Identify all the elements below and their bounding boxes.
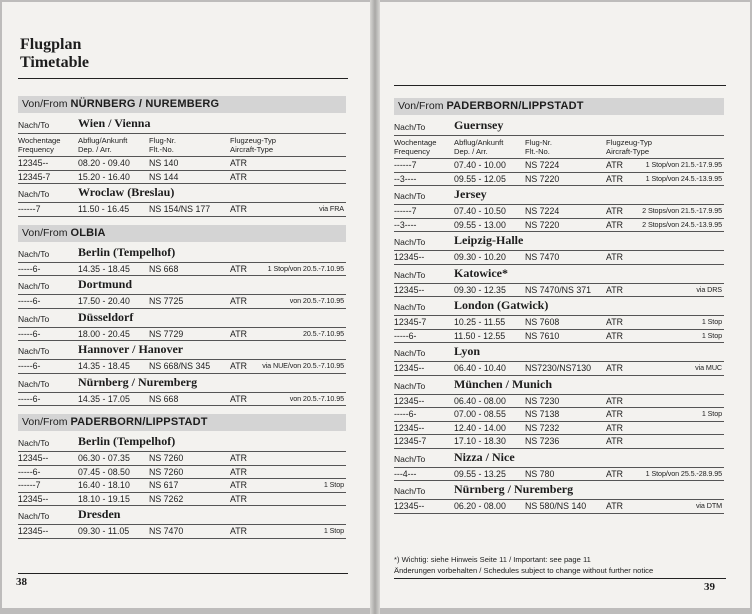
origin-prefix: Von/From: [22, 226, 71, 239]
frequency: ---4---: [394, 468, 417, 479]
nach-to-label: Nach/To: [394, 380, 426, 391]
col-header-en: Aircraft-Type: [606, 147, 650, 156]
col-header-en: Dep. / Arr.: [454, 147, 488, 156]
origin-prefix: Von/From: [22, 98, 71, 110]
left-page: [2, 2, 370, 608]
frequency: --3----: [394, 173, 417, 184]
flight-row: [394, 330, 724, 344]
frequency: 12345--: [18, 526, 49, 536]
flight-row: [18, 171, 346, 185]
right-page: [380, 2, 750, 608]
col-header-freq: [394, 138, 437, 156]
flight-number: NS 154/NS 177: [149, 204, 211, 214]
frequency: 12345--: [394, 252, 425, 262]
destination-city: London (Gatwick): [454, 298, 549, 312]
aircraft-type: ATR: [606, 501, 623, 511]
destination-header: [18, 184, 346, 203]
flight-row: [18, 525, 346, 539]
frequency: -----6-: [18, 328, 41, 339]
bottom-rule: [18, 573, 348, 574]
nach-to-label: Nach/To: [394, 453, 426, 464]
destination-header: [394, 376, 724, 395]
flight-row: [18, 328, 346, 342]
flight-row: [18, 157, 346, 171]
nach-to-label: Nach/To: [394, 237, 426, 247]
flight-note: 1 Stop: [701, 409, 722, 418]
aircraft-type: ATR: [230, 393, 247, 404]
destination-header: [18, 374, 346, 393]
destination-city: Lyon: [454, 344, 481, 358]
flight-number: NS 7260: [149, 466, 184, 477]
nach-to-label: Nach/To: [394, 269, 426, 280]
destination-city: Guernsey: [454, 118, 504, 132]
flight-note: 1 Stop: [323, 480, 344, 489]
col-header-times: [78, 136, 127, 154]
flight-number: NS 7610: [525, 330, 560, 341]
frequency: 12345-7: [394, 317, 427, 327]
flight-number: NS 7220: [525, 173, 560, 184]
dep-arr-times: 14.35 - 17.05: [78, 393, 130, 404]
destination-header: [18, 244, 346, 263]
aircraft-type: ATR: [230, 158, 247, 168]
flight-note: von 20.5.-7.10.95: [289, 296, 344, 305]
frequency: -----6-: [394, 330, 417, 341]
aircraft-type: ATR: [230, 493, 247, 504]
dep-arr-times: 11.50 - 12.55: [454, 330, 506, 341]
title-line-2: Timetable: [20, 54, 90, 71]
right-timetable: [394, 98, 724, 514]
flight-row: [394, 284, 724, 298]
destination-city: Katowice*: [454, 265, 508, 280]
dep-arr-times: 09.55 - 12.05: [454, 173, 506, 184]
flight-number: NS 7232: [525, 422, 560, 433]
aircraft-type: ATR: [230, 328, 247, 339]
aircraft-type: ATR: [230, 526, 247, 536]
frequency: 12345--: [18, 453, 49, 463]
col-header-en: Dep. / Arr.: [78, 145, 112, 154]
flight-number: NS 144: [149, 171, 179, 182]
dep-arr-times: 12.40 - 14.00: [454, 422, 506, 433]
title-rule: [18, 78, 348, 79]
frequency: 12345--: [394, 363, 425, 373]
destination-city: Dresden: [78, 507, 121, 521]
flight-row: [394, 219, 724, 233]
flight-number: NS 668: [149, 263, 179, 274]
page-number: 38: [16, 576, 27, 588]
col-header-de: Flugzeug-Typ: [606, 138, 653, 147]
flight-number: NS 7470: [525, 252, 560, 262]
dep-arr-times: 17.10 - 18.30: [454, 436, 506, 446]
footnote-important: *) Wichtig: siehe Hinweis Seite 11 / Important: see page 11: [394, 555, 591, 564]
dep-arr-times: 09.30 - 10.20: [454, 252, 506, 262]
dep-arr-times: 18.10 - 19.15: [78, 493, 130, 504]
flight-row: [18, 452, 346, 466]
aircraft-type: ATR: [606, 252, 623, 262]
destination-header: [394, 481, 724, 500]
destination-city: Nürnberg / Nuremberg: [78, 374, 198, 389]
aircraft-type: ATR: [606, 330, 623, 341]
flight-number: NS 7470/NS 371: [525, 284, 592, 295]
flight-note: 20.5.-7.10.95: [302, 328, 344, 338]
flight-number: NS 617: [149, 480, 179, 490]
aircraft-type: ATR: [230, 361, 247, 371]
col-header-de: Abflug/Ankunft: [78, 136, 128, 145]
destination-city: Hannover / Hanover: [78, 342, 184, 356]
aircraft-type: ATR: [606, 363, 623, 373]
flight-number: NS 140: [149, 158, 179, 168]
flight-note: 1 Stop: [701, 330, 722, 340]
frequency: -----6-: [18, 296, 41, 306]
frequency: -----6-: [18, 263, 41, 274]
aircraft-type: ATR: [606, 422, 623, 433]
frequency: 12345--: [18, 493, 49, 504]
flight-note: via DTM: [695, 501, 722, 510]
nach-to-label: Nach/To: [18, 120, 50, 130]
dep-arr-times: 08.20 - 09.40: [78, 158, 130, 168]
aircraft-type: ATR: [230, 480, 247, 490]
col-header-flight: [149, 136, 176, 154]
flight-row: [394, 205, 724, 219]
flight-number: NS 7729: [149, 328, 184, 339]
flight-number: NS 7224: [525, 206, 560, 216]
flight-row: [18, 203, 346, 217]
aircraft-type: ATR: [606, 206, 623, 216]
frequency: -----6-: [18, 466, 41, 477]
flight-note: via DRS: [696, 284, 722, 294]
frequency: -----6-: [18, 393, 41, 404]
dep-arr-times: 09.30 - 12.35: [454, 284, 506, 295]
dep-arr-times: 07.00 - 08.55: [454, 409, 506, 419]
aircraft-type: ATR: [606, 173, 623, 184]
title-line-1: Flugplan: [20, 36, 82, 53]
nach-to-label: Nach/To: [18, 378, 50, 389]
col-header-en: Frequency: [18, 145, 54, 154]
destination-city: Wroclaw (Breslau): [78, 185, 175, 199]
col-header-de: Abflug/Ankunft: [454, 138, 504, 147]
footnotes: [394, 554, 724, 576]
flight-row: [394, 435, 724, 449]
destination-header: [18, 506, 346, 525]
dep-arr-times: 17.50 - 20.40: [78, 296, 130, 306]
flight-number: NS 780: [525, 468, 555, 479]
flight-number: NS 7470: [149, 526, 184, 536]
frequency: 12345--: [394, 395, 425, 406]
flight-row: [18, 466, 346, 480]
book-gutter: [370, 0, 380, 614]
aircraft-type: ATR: [230, 171, 247, 182]
destination-city: Berlin (Tempelhof): [78, 434, 176, 448]
frequency: ------7: [394, 206, 417, 216]
nach-to-label: Nach/To: [18, 438, 50, 448]
nach-to-label: Nach/To: [18, 511, 50, 521]
flight-row: [18, 393, 346, 407]
origin-name: PADERBORN/LIPPSTADT: [70, 416, 208, 428]
flight-note: 2 Stops/von 21.5.-17.9.95: [642, 206, 722, 215]
dep-arr-times: 06.40 - 10.40: [454, 363, 506, 373]
flight-note: von 20.5.-7.10.95: [289, 393, 344, 403]
frequency: 12345--: [394, 501, 425, 511]
col-header-freq: [18, 136, 61, 154]
flight-number: NS 7138: [525, 409, 560, 419]
top-rule: [394, 85, 726, 86]
frequency: ------7: [18, 480, 41, 490]
flight-note: 1 Stop/von 25.5.-28.9.95: [645, 468, 722, 478]
aircraft-type: ATR: [606, 317, 623, 327]
origin-prefix: Von/From: [398, 100, 447, 112]
bottom-rule: [394, 578, 726, 579]
flight-row: [394, 173, 724, 187]
flight-number: NS 7262: [149, 493, 184, 504]
flight-number: NS 7260: [149, 453, 184, 463]
aircraft-type: ATR: [230, 263, 247, 274]
flight-row: [18, 493, 346, 507]
col-header-flight: [525, 138, 552, 156]
dep-arr-times: 16.40 - 18.10: [78, 480, 130, 490]
frequency: -----6-: [394, 409, 417, 419]
flight-row: [18, 479, 346, 493]
destination-header: [394, 343, 724, 362]
flight-row: [394, 251, 724, 265]
flight-number: NS 7725: [149, 296, 184, 306]
destination-header: [394, 117, 724, 136]
col-header-en: Frequency: [394, 147, 430, 156]
destination-header: [18, 433, 346, 452]
dep-arr-times: 10.25 - 11.55: [454, 317, 506, 327]
flight-note: 1 Stop: [323, 526, 344, 535]
flight-row: [394, 408, 724, 422]
flight-row: [394, 362, 724, 376]
destination-header: [18, 309, 346, 328]
destination-city: Wien / Vienna: [78, 116, 151, 130]
aircraft-type: ATR: [606, 284, 623, 295]
flight-row: [18, 360, 346, 374]
left-timetable: [18, 96, 346, 539]
origin-name: PADERBORN/LIPPSTADT: [446, 100, 584, 112]
flight-number: NS 7608: [525, 317, 560, 327]
aircraft-type: ATR: [606, 409, 623, 419]
destination-city: Berlin (Tempelhof): [78, 244, 176, 259]
col-header-de: Flug-Nr.: [525, 138, 553, 147]
flight-number: NS 7230: [525, 395, 560, 406]
destination-city: Nürnberg / Nuremberg: [454, 482, 574, 496]
destination-city: Jersey: [454, 187, 487, 201]
nach-to-label: Nach/To: [394, 302, 426, 312]
dep-arr-times: 09.55 - 13.25: [454, 468, 506, 479]
flight-row: [394, 422, 724, 436]
page-title: [20, 36, 89, 72]
nach-to-label: Nach/To: [394, 191, 426, 201]
flight-number: NS 7236: [525, 436, 560, 446]
origin-prefix: Von/From: [22, 416, 71, 428]
dep-arr-times: 18.00 - 20.45: [78, 328, 130, 339]
aircraft-type: ATR: [606, 395, 623, 406]
dep-arr-times: 07.40 - 10.50: [454, 206, 506, 216]
nach-to-label: Nach/To: [18, 189, 50, 199]
frequency: 12345--: [394, 422, 425, 433]
origin-header: [18, 96, 346, 113]
flight-row: [394, 395, 724, 409]
flight-note: via NUE/von 20.5.-7.10.95: [262, 361, 344, 370]
origin-header: [394, 98, 724, 115]
dep-arr-times: 14.35 - 18.45: [78, 361, 130, 371]
nach-to-label: Nach/To: [18, 313, 50, 324]
nach-to-label: Nach/To: [18, 248, 50, 259]
destination-header: [394, 449, 724, 468]
aircraft-type: ATR: [230, 466, 247, 477]
frequency: 12345--: [18, 158, 49, 168]
dep-arr-times: 15.20 - 16.40: [78, 171, 130, 182]
col-header-en: Flt.-No.: [525, 147, 550, 156]
dep-arr-times: 11.50 - 16.45: [78, 204, 130, 214]
flight-note: via FRA: [319, 204, 344, 213]
flight-number: NS7230/NS7130: [525, 363, 592, 373]
column-headers: [394, 136, 724, 159]
flight-number: NS 668: [149, 393, 179, 404]
col-header-en: Flt.-No.: [149, 145, 174, 154]
destination-header: [18, 341, 346, 360]
frequency: 12345-7: [18, 171, 51, 182]
frequency: ------7: [18, 204, 41, 214]
aircraft-type: ATR: [606, 468, 623, 479]
flight-note: 1 Stop/von 21.5.-17.9.95: [645, 160, 722, 169]
flight-row: [394, 468, 724, 482]
dep-arr-times: 07.40 - 10.00: [454, 160, 506, 170]
destination-header: [394, 297, 724, 316]
page-number: 39: [704, 581, 715, 593]
flight-note: 1 Stop/von 20.5.-7.10.95: [267, 263, 344, 273]
frequency: 12345--: [394, 284, 425, 295]
origin-header: [18, 225, 346, 242]
aircraft-type: ATR: [606, 436, 623, 446]
destination-city: Leipzig-Halle: [454, 233, 524, 247]
flight-number: NS 7220: [525, 219, 560, 230]
destination-city: Dortmund: [78, 277, 133, 291]
aircraft-type: ATR: [606, 160, 623, 170]
col-header-en: Aircraft-Type: [230, 145, 274, 154]
destination-header: [18, 115, 346, 134]
nach-to-label: Nach/To: [394, 348, 426, 358]
origin-name: NÜRNBERG / NUREMBERG: [70, 98, 220, 110]
col-header-de: Wochentage: [18, 136, 61, 145]
flight-number: NS 580/NS 140: [525, 501, 587, 511]
destination-city: Düsseldorf: [78, 309, 134, 324]
destination-header: [394, 186, 724, 205]
flight-note: 1 Stop: [701, 317, 722, 326]
col-header-times: [454, 138, 503, 156]
flight-row: [394, 500, 724, 514]
flight-row: [394, 316, 724, 330]
flight-note: 1 Stop/von 24.5.-13.9.95: [645, 173, 722, 183]
frequency: 12345-7: [394, 436, 427, 446]
destination-header: [394, 232, 724, 251]
origin-header: [18, 414, 346, 431]
dep-arr-times: 06.30 - 07.35: [78, 453, 130, 463]
aircraft-type: ATR: [230, 453, 247, 463]
dep-arr-times: 07.45 - 08.50: [78, 466, 130, 477]
dep-arr-times: 09.30 - 11.05: [78, 526, 130, 536]
col-header-aircraft: [606, 138, 652, 156]
col-header-de: Wochentage: [394, 138, 437, 147]
col-header-de: Flug-Nr.: [149, 136, 177, 145]
footnote-changes: Änderungen vorbehalten / Schedules subject to change without further notice: [394, 566, 654, 575]
aircraft-type: ATR: [230, 296, 247, 306]
flight-number: NS 668/NS 345: [149, 361, 211, 371]
flight-note: 2 Stops/von 24.5.-13.9.95: [642, 219, 722, 229]
column-headers: [18, 134, 346, 157]
nach-to-label: Nach/To: [394, 486, 426, 496]
destination-header: [18, 276, 346, 295]
nach-to-label: Nach/To: [394, 122, 426, 132]
flight-row: [394, 159, 724, 173]
aircraft-type: ATR: [606, 219, 623, 230]
col-header-de: Flugzeug-Typ: [230, 136, 277, 145]
dep-arr-times: 14.35 - 18.45: [78, 263, 130, 274]
frequency: -----6-: [18, 361, 41, 371]
destination-header: [394, 265, 724, 284]
dep-arr-times: 06.40 - 08.00: [454, 395, 506, 406]
flight-note: via MUC: [695, 363, 722, 372]
nach-to-label: Nach/To: [18, 281, 50, 291]
flight-number: NS 7224: [525, 160, 560, 170]
dep-arr-times: 09.55 - 13.00: [454, 219, 506, 230]
origin-name: OLBIA: [70, 226, 106, 239]
nach-to-label: Nach/To: [18, 346, 50, 356]
frequency: ------7: [394, 160, 417, 170]
dep-arr-times: 06.20 - 08.00: [454, 501, 506, 511]
col-header-aircraft: [230, 136, 276, 154]
flight-row: [18, 263, 346, 277]
frequency: --3----: [394, 219, 417, 230]
aircraft-type: ATR: [230, 204, 247, 214]
destination-city: München / Munich: [454, 376, 553, 391]
flight-row: [18, 295, 346, 309]
destination-city: Nizza / Nice: [454, 449, 515, 464]
